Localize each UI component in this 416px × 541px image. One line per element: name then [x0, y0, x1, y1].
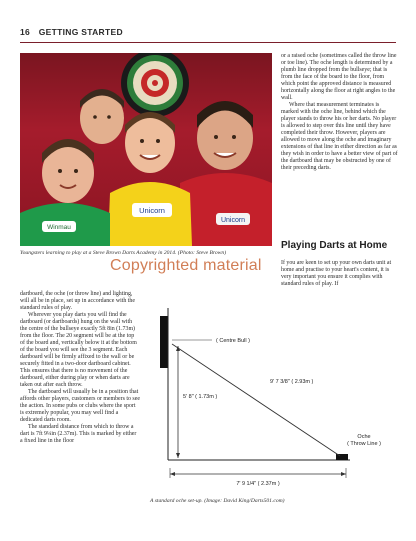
- copyright-watermark: Copyrighted material: [110, 257, 262, 274]
- home-text-column: [281, 260, 398, 288]
- dartboard-block: [160, 316, 168, 368]
- left-column: [20, 291, 140, 445]
- paragraph: Wherever you play darts you will find the dartboard (or dartboards) hung on the wall with the centre of the bullseye exactly 5ft 8in (1.73m) from the floor. The 20 segment will be at the top of the board and, vertically below it at the bottom of the board you will see the 3 segment. Each dartboard will be firmly affixed to the wall or be securely fitted in a two-door dartboard cabinet. This ensures that there is no movement of the dartboard, either during play or when darts are taken out after each throw.: [20, 312, 137, 388]
- photo-caption: Youngsters learning to play at a Steve Brown Darts Academy in 2014. (Photo: Steve Brown): [20, 250, 227, 256]
- oche-diagram: [150, 300, 400, 488]
- label-oche: Oche: [357, 434, 371, 440]
- paragraph: If you are keen to set up your own darts unit at home and practise to your heart's content, it is very important you ensure it complies with standard rules of play. If: [281, 260, 392, 287]
- label-distance: 7' 9 1/4" ( 2.37m ): [236, 481, 280, 487]
- paragraph: The standard distance from which to throw a dart is 7ft 9¼in (2.37m). This is marked by either a fixed line in the floor: [20, 424, 137, 444]
- photo-illustration: [20, 53, 272, 246]
- youngsters-photo: [20, 53, 272, 246]
- paragraph: or a raised oche (sometimes called the throw line or toe line). The oche length is determined by a plumb line dropped from the bullseye; that is from the face of the board to the floor, from which point the approved distance is measured horizontally along the floor at right angles to the wall.: [281, 53, 397, 101]
- label-diagonal: 9' 7 3/8" ( 2.93m ): [270, 379, 314, 385]
- oche-diagram-svg: [150, 300, 400, 488]
- diagram-caption: A standard oche set-up. (Image: David King/Darts501.com): [150, 498, 285, 504]
- diagonal-line: [172, 344, 340, 456]
- paragraph: dartboard, the oche (or throw line) and lighting, will all be in place, set up in accordance with the standard rules of play.: [20, 291, 135, 311]
- shirt-logo-3: Unicorn: [220, 217, 246, 224]
- page-number: 16: [20, 27, 31, 37]
- label-centre-bull: ( Centre Bull ): [216, 338, 250, 344]
- section-title: GETTING STARTED: [38, 27, 123, 37]
- page-header: [20, 27, 123, 37]
- label-throw-line: ( Throw Line ): [347, 441, 381, 447]
- paragraph: The dartboard will usually be in a position that affords other players, customers or members to see the action. In some pubs or clubs where the sport is extremely popular, you may well find a dedicated darts room.: [20, 389, 140, 423]
- right-column: [281, 53, 398, 172]
- section-heading: Playing Darts at Home: [281, 240, 388, 251]
- label-height: 5' 8" ( 1.73m ): [183, 394, 218, 400]
- paragraph: Where that measurement terminates is marked with the oche line, behind which the player stands to throw his or her darts. No player is allowed to step over this line until they have completed their throw. However, players are allowed to move along the oche and imaginary extensions of that line in either direction as far as they wish in order to have a better view of part of the dartboard that may be obstructed by one of their preceding darts.: [281, 102, 398, 171]
- shirt-logo-2: Unicorn: [139, 206, 165, 215]
- header-rule: [20, 42, 396, 43]
- shirt-logo-1: Winmau: [47, 224, 71, 231]
